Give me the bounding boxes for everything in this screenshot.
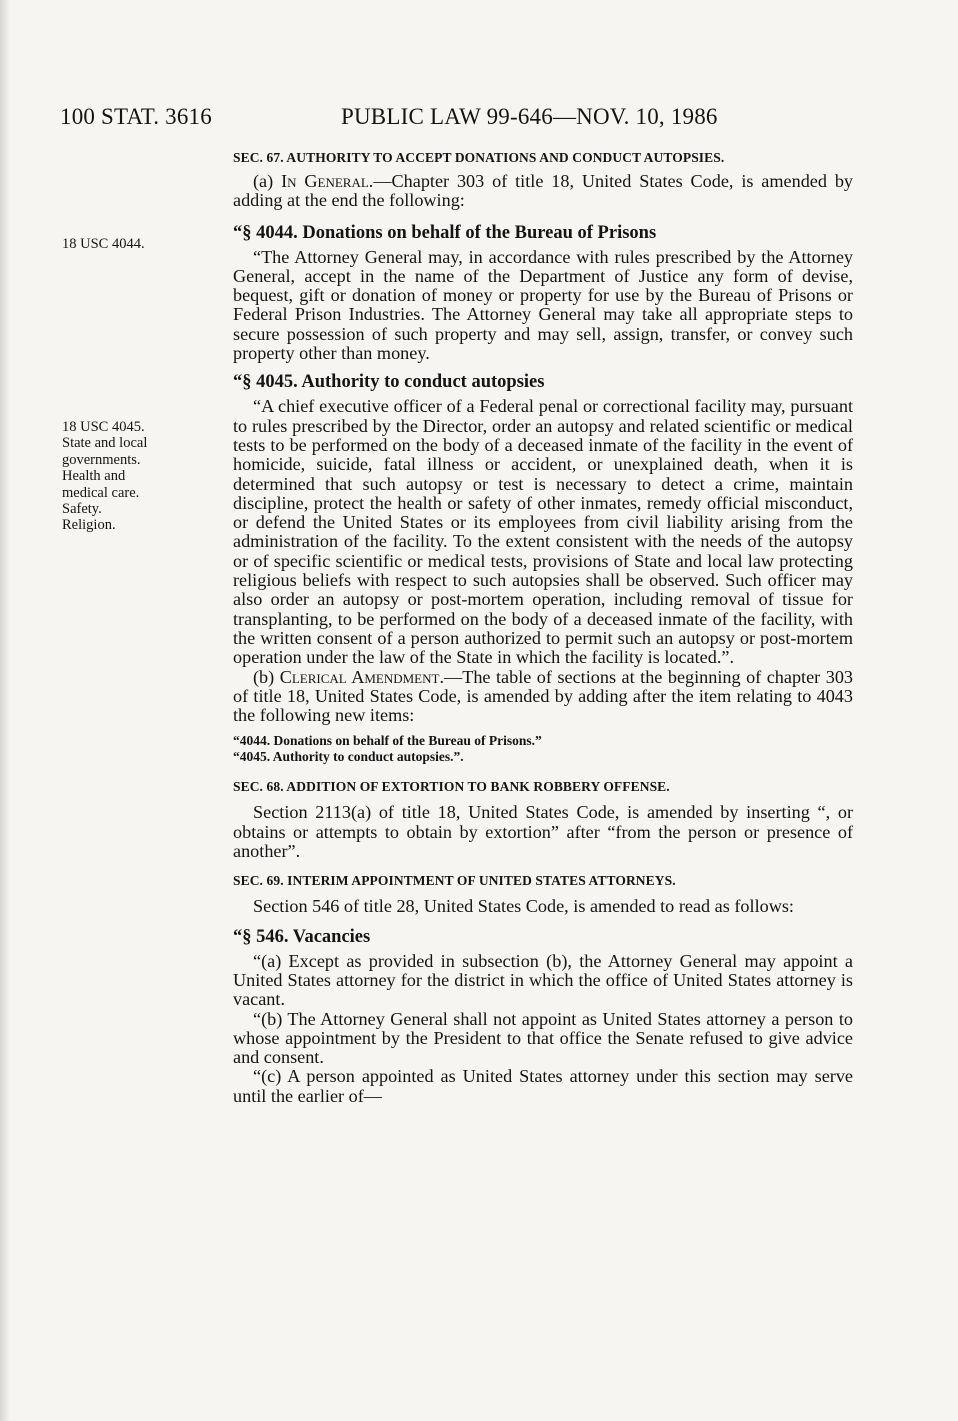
section-4044-text: “The Attorney General may, in accordance with rules prescribed by the Attorney General, accept in the name of the Department of Justice any form of devise, bequest, gift or donation of money or property for use by the Bureau of Prisons or Federal Prison Industries. The Attorney General may take all appropriate steps to secure possession of such property and may sell, assign, transfer, or convey such property other than money. — [233, 246, 853, 364]
scan-edge-shadow — [0, 0, 10, 1421]
margin-note-4044 — [62, 236, 212, 252]
section-69-heading: SEC. 69. INTERIM APPOINTMENT OF UNITED STATES ATTORNEYS. — [233, 873, 676, 889]
margin-note-line: Safety. — [62, 501, 102, 518]
subsection-label: (b) — [253, 666, 275, 687]
section-68-heading: SEC. 68. ADDITION OF EXTORTION TO BANK ROBBERY OFFENSE. — [233, 779, 670, 795]
table-of-sections-items — [233, 733, 853, 765]
margin-note-line: governments. — [62, 451, 141, 468]
subsection-text: .—Chapter 303 of title 18, United States Code, is amended by adding at the end the following: — [233, 171, 854, 211]
margin-note-4045 — [62, 419, 212, 534]
section-67-subsection-b — [233, 668, 853, 726]
subsection-caption: Clerical Amendment — [279, 666, 440, 687]
margin-note-line: 18 USC 4044. — [62, 236, 145, 252]
section-546-heading: “§ 546. Vacancies — [233, 926, 371, 947]
section-546-subsection-c: “(c) A person appointed as United States attorney under this section may serve until the earlier of— — [233, 1066, 853, 1106]
section-546-subsection-b: “(b) The Attorney General shall not appoint as United States attorney a person to whose appointment by the President to that office the Senate refused to give advice and consent. — [233, 1008, 853, 1068]
margin-note-line: State and local — [62, 435, 148, 452]
margin-note-line: 18 USC 4045. — [62, 419, 145, 435]
section-67-subsection-a — [233, 172, 853, 211]
section-4045-heading: “§ 4045. Authority to conduct autopsies — [233, 372, 545, 393]
section-67-heading: SEC. 67. AUTHORITY TO ACCEPT DONATIONS AND CONDUCT AUTOPSIES. — [233, 150, 725, 165]
document-body — [233, 150, 853, 1106]
subsection-text: .—The table of sections at the beginning of chapter 303 of title 18, United States Code, is amended by adding after the item relating to 4043 the following new items: — [233, 666, 854, 726]
margin-note-line: Religion. — [62, 517, 116, 534]
subsection-label: (a) — [253, 171, 274, 191]
table-item-4044: “4044. Donations on behalf of the Bureau of Prisons.” — [233, 733, 542, 749]
margin-note-line: Health and — [62, 468, 126, 485]
section-69-text: Section 546 of title 28, United States Code, is amended to read as follows: — [253, 896, 794, 917]
section-68-text: Section 2113(a) of title 18, United States Code, is amended by inserting “, or obtains or attempts to obtain by extortion” after “from the person or presence of another”. — [233, 802, 853, 862]
section-4045-text: “A chief executive officer of a Federal penal or correctional facility may, pursuant to rules prescribed by the Director, order an autopsy and related scientific or medical tests to be performed on the body of a deceased inmate of the facility in the event of homicide, suicide, fatal illness or accident, or unexplained death, when it is determined that such autopsy or test is necessary to detect a crime, maintain discipline, protect the health or safety of other inmates, remedy official misconduct, or defend the United States or its employees from civil liability arising from the administration of the facility. To the extent consistent with the needs of the autopsy or of specific scientific or medical tests, provisions of State and local law protecting religious beliefs with respect to such autopsies shall be observed. Such officer may also order an autopsy or post-mortem operation, including removal of tissue for transplanting, to be performed on the body of a deceased inmate of the facility, with the written consent of a person authorized to permit such an autopsy or post-mortem operation under the law of the State in which the facility is located.”. — [233, 396, 853, 668]
subsection-caption: In General — [281, 171, 369, 191]
margin-note-line: medical care. — [62, 484, 140, 501]
section-4044-heading: “§ 4044. Donations on behalf of the Bureau of Prisons — [233, 222, 657, 243]
section-546-subsection-a: “(a) Except as provided in subsection (b), the Attorney General may appoint a United States attorney for the district in which the office of United States attorney is vacant. — [233, 950, 853, 1010]
public-law-title: PUBLIC LAW 99-646—NOV. 10, 1986 — [341, 104, 718, 129]
stat-page-number: 100 STAT. 3616 — [60, 104, 212, 129]
table-item-4045: “4045. Authority to conduct autopsies.”. — [233, 749, 464, 765]
